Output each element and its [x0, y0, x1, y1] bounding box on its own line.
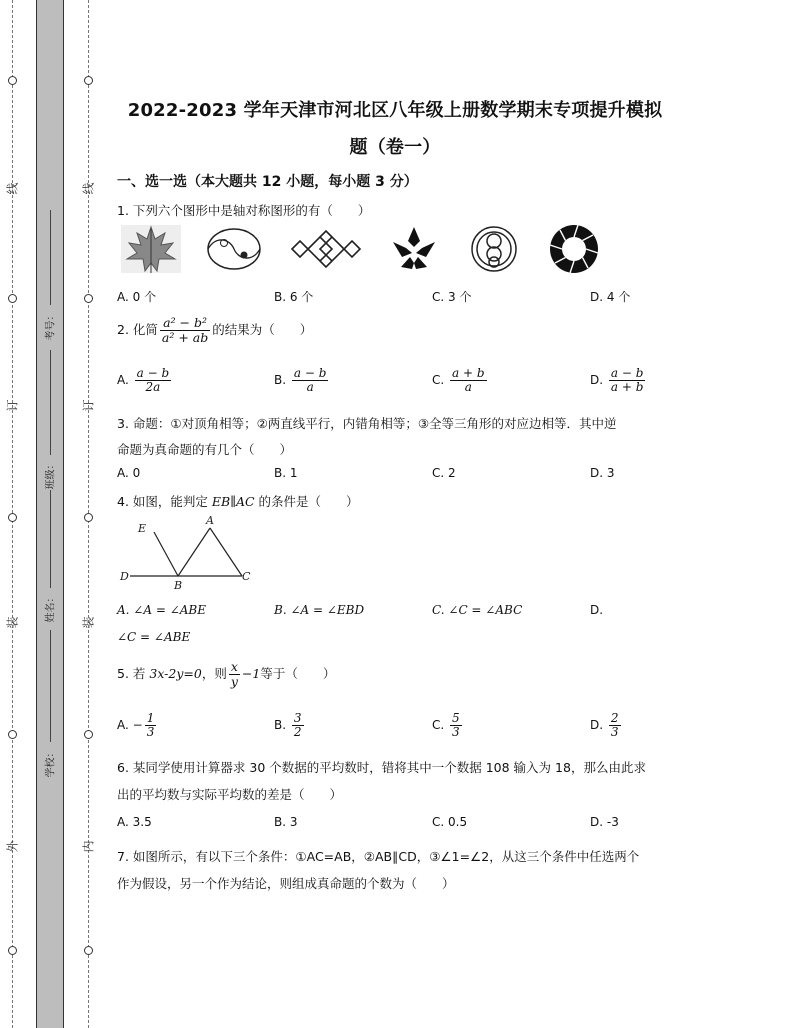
fraction-numerator: a² − b² [160, 316, 210, 331]
q6-option-c[interactable]: C. 0.5 [432, 815, 468, 829]
question-6-stem-cont: 出的平均数与实际平均数的差是（ ） [117, 787, 343, 802]
q2-option-a[interactable] [117, 367, 173, 394]
punch-circle [84, 76, 93, 85]
fraction-denominator: a [306, 380, 314, 395]
margin-char: 外 [5, 840, 20, 853]
q6-option-b[interactable]: B. 3 [274, 815, 298, 829]
fraction-denominator: 2a [145, 380, 161, 395]
question-2-stem [117, 316, 312, 345]
fraction-numerator: a − b [136, 366, 170, 380]
q5-option-b-fraction [292, 712, 304, 739]
q5-stem-math: −1 [241, 665, 261, 681]
q5-option-d-fraction [609, 712, 621, 739]
q2-option-d[interactable] [590, 367, 647, 394]
q2-option-d-fraction [609, 367, 646, 394]
q3-option-b[interactable]: B. 1 [274, 466, 298, 480]
label-a: A [206, 514, 214, 527]
punch-circle [8, 946, 17, 955]
label-c: C [242, 570, 251, 583]
question-4-stem [117, 492, 359, 510]
margin-char: 线 [81, 182, 96, 195]
q2-stem-text: 的结果为（ ） [212, 321, 313, 337]
q5-stem-text: 等于（ ） [260, 665, 336, 681]
q2-stem-text: 2. 化简 [117, 321, 158, 337]
fraction-numerator: 2 [610, 711, 619, 725]
question-7-stem: 7. 如图所示，有以下三个条件：①AC=AB，②AB∥CD，③∠1=∠2，从这三个条件中任选两个 [117, 849, 640, 864]
q2-option-b[interactable] [274, 367, 330, 394]
punch-circle [84, 730, 93, 739]
punch-circle [8, 730, 17, 739]
yin-yang-figure [208, 229, 260, 269]
q2-option-b-fraction [292, 367, 329, 394]
margin-char: 订 [81, 399, 96, 412]
option-letter: B. [274, 718, 287, 733]
fraction-denominator: 3 [452, 725, 460, 740]
punch-circle [8, 76, 17, 85]
exam-number-blank[interactable] [50, 210, 51, 305]
school-blank[interactable] [50, 630, 51, 742]
q4-option-d-cont[interactable]: ∠C = ∠ABE [117, 630, 191, 644]
q3-option-c[interactable]: C. 2 [432, 466, 456, 480]
fraction-denominator: a + b [610, 380, 644, 395]
q1-option-a[interactable]: A. 0 个 [117, 290, 157, 304]
section-heading: 一、选一选（本大题共 12 小题，每小题 3 分） [117, 174, 418, 190]
q2-option-a-fraction [135, 367, 172, 394]
q1-option-b[interactable]: B. 6 个 [274, 290, 314, 304]
label-b: B [174, 579, 183, 590]
class-label: 班级： [45, 459, 57, 490]
knot-figure [292, 231, 360, 267]
punch-circle [8, 513, 17, 522]
q1-option-d[interactable]: D. 4 个 [590, 290, 631, 304]
option-letter: A. [117, 373, 129, 388]
name-blank[interactable] [50, 490, 51, 588]
page-title-cont: 题（卷一） [349, 137, 441, 158]
q5-stem-fraction [229, 660, 240, 689]
question-1-stem: 1. 下列六个图形中是轴对称图形的有（ ） [117, 203, 371, 218]
question-5-stem [117, 660, 335, 689]
q5-option-c[interactable] [432, 712, 464, 739]
q5-option-a[interactable] [117, 712, 158, 739]
fraction-denominator: 3 [146, 725, 155, 740]
q1-option-c[interactable]: C. 3 个 [432, 290, 472, 304]
q4-option-a[interactable]: A. ∠A = ∠ABE [117, 603, 206, 617]
option-letter: C. [432, 373, 445, 388]
fraction-denominator: y [230, 673, 238, 689]
page-title: 2022-2023 学年天津市河北区八年级上册数学期末专项提升模拟 [127, 100, 663, 121]
punch-circle [84, 946, 93, 955]
fraction-denominator: a [464, 380, 472, 395]
label-e: E [138, 522, 147, 535]
q5-stem-math: 3x-2y=0 [149, 665, 202, 681]
fraction-numerator: 3 [293, 711, 302, 725]
option-letter: A. [117, 718, 129, 733]
margin-char: 订 [5, 399, 20, 412]
q3-option-a[interactable]: A. 0 [117, 466, 141, 480]
fraction-numerator: a + b [452, 366, 485, 380]
circles-figure [472, 227, 516, 271]
q4-stem-math: EB∥AC [211, 494, 255, 509]
q3-option-d[interactable]: D. 3 [590, 466, 615, 480]
option-letter: D. [590, 373, 604, 388]
q4-stem-text: 4. 如图，能判定 [117, 494, 212, 509]
margin-char: 线 [5, 182, 20, 195]
margin-char: 装 [81, 616, 96, 629]
school-label: 学校： [45, 747, 57, 778]
name-label: 姓名： [45, 592, 57, 623]
margin-char: 装 [5, 616, 20, 629]
question-7-stem-cont: 作为假设，另一个作为结论，则组成真命题的个数为（ ） [117, 876, 455, 891]
fraction-numerator: x [230, 659, 238, 674]
exam-number-label: 考号： [45, 310, 57, 341]
q6-option-d[interactable]: D. -3 [590, 815, 619, 829]
option-letter: C. [432, 718, 445, 733]
fraction-denominator: 3 [610, 725, 619, 740]
option-letter: B. [274, 373, 287, 388]
margin-char: 内 [81, 840, 96, 853]
q5-option-b[interactable] [274, 712, 306, 739]
q4-figure [116, 514, 256, 590]
spiral-ring-figure [550, 225, 598, 273]
q5-stem-text: ，则 [201, 665, 227, 681]
option-letter: D. [590, 718, 604, 733]
option-sign: − [132, 718, 143, 733]
fraction-denominator: a² + ab [161, 329, 209, 345]
binding-margin [0, 0, 100, 1028]
fraction-numerator: a − b [610, 366, 644, 380]
pentagon-star-figure [393, 227, 435, 269]
fraction-numerator: 5 [452, 711, 460, 725]
punch-circle [8, 294, 17, 303]
q4-option-d[interactable]: D. [590, 603, 604, 617]
q2-option-c-fraction [450, 367, 487, 394]
q5-stem-text: 5. 若 [117, 665, 150, 681]
label-d: D [120, 570, 129, 583]
question-3-stem: 3. 命题：①对顶角相等；②两直线平行，内错角相等；③全等三角形的对应边相等．其中逆 [117, 416, 617, 431]
maple-leaf-figure [121, 225, 181, 273]
q4-stem-text: 的条件是（ ） [254, 494, 359, 509]
fraction-denominator: 2 [293, 725, 302, 740]
fraction-numerator: 1 [146, 711, 155, 725]
q2-option-c[interactable] [432, 367, 489, 394]
q2-stem-fraction [160, 316, 210, 345]
punch-circle [84, 513, 93, 522]
q1-figures [121, 223, 601, 275]
q4-option-b[interactable]: B. ∠A = ∠EBD [274, 603, 365, 617]
q5-option-d[interactable] [590, 712, 623, 739]
question-3-stem-cont: 命题为真命题的有几个（ ） [117, 442, 293, 457]
q5-option-a-fraction [145, 712, 157, 739]
q4-option-c[interactable]: C. ∠C = ∠ABC [432, 603, 523, 617]
q6-option-a[interactable]: A. 3.5 [117, 815, 152, 829]
class-blank[interactable] [50, 350, 51, 455]
fraction-numerator: a − b [293, 366, 327, 380]
punch-circle [84, 294, 93, 303]
question-6-stem: 6. 某同学使用计算器求 30 个数据的平均数时，错将其中一个数据 108 输入为 18，那么由此求 [117, 760, 646, 775]
q5-option-c-fraction [450, 712, 462, 739]
